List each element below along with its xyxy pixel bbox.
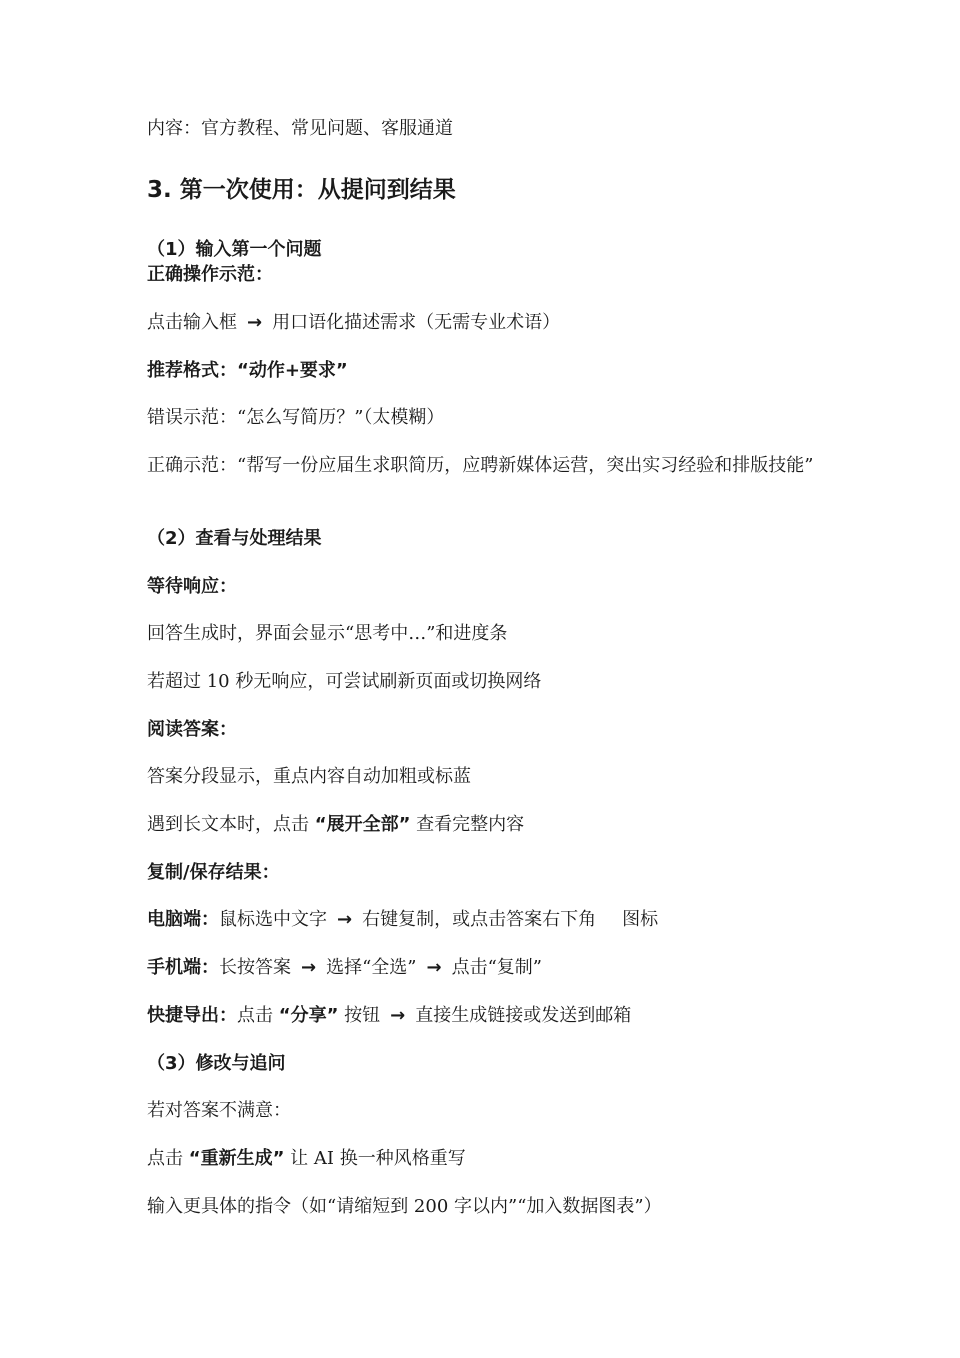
wait-line-2: 若超过 10 秒无响应，可尝试刷新页面或切换网络 xyxy=(147,671,542,692)
part2-heading: （2）查看与处理结果 xyxy=(147,528,322,549)
wait-label: 等待响应： xyxy=(147,576,237,597)
arrow-right-icon: → xyxy=(301,957,317,978)
regenerate-text: “重新生成” xyxy=(188,1148,285,1169)
specific-line: 输入更具体的指令（如“请缩短到 200 字以内”“加入数据图表”） xyxy=(147,1196,662,1217)
read-line-1: 答案分段显示，重点内容自动加粗或标蓝 xyxy=(147,766,471,787)
arrow-right-icon: → xyxy=(426,957,442,978)
mobile-a: 长按答案 xyxy=(219,957,291,978)
step-a: 点击输入框 xyxy=(147,312,237,333)
section-title: 3. 第一次使用：从提问到结果 xyxy=(147,177,456,203)
expand-all-text: “展开全部” xyxy=(314,814,411,835)
arrow-right-icon: → xyxy=(390,1005,406,1026)
intro-content: 内容：官方教程、常见问题、客服通道 xyxy=(147,118,453,139)
export-line xyxy=(147,1003,631,1029)
pc-b: 右键复制，或点击答案右下角 xyxy=(362,909,597,930)
right-example: 正确示范：“帮写一份应届生求职简历，应聘新媒体运营，突出实习经验和排版技能” xyxy=(147,455,814,476)
mobile-line xyxy=(147,955,542,981)
read-2-pre: 遇到长文本时，点击 xyxy=(147,814,309,835)
export-b: 直接生成链接或发送到邮箱 xyxy=(415,1005,632,1026)
regen-line xyxy=(147,1146,466,1172)
step-line xyxy=(147,310,560,336)
unsatisfied-line: 若对答案不满意： xyxy=(147,1100,291,1121)
regen-post: 让 AI 换一种风格重写 xyxy=(290,1148,466,1169)
wrong-example: 错误示范：“怎么写简历？”（太模糊） xyxy=(147,407,445,428)
copy-label: 复制/保存结果： xyxy=(147,862,280,883)
read-2-post: 查看完整内容 xyxy=(416,814,525,835)
pc-a: 鼠标选中文字 xyxy=(219,909,327,930)
export-label: 快捷导出： xyxy=(147,1005,237,1026)
read-line-2 xyxy=(147,812,524,838)
mobile-c: 点击“复制” xyxy=(451,957,542,978)
export-a-pre: 点击 xyxy=(237,1005,273,1026)
arrow-right-icon: → xyxy=(337,909,353,930)
mobile-b: 选择“全选” xyxy=(326,957,417,978)
read-label: 阅读答案： xyxy=(147,719,237,740)
pc-c: 图标 xyxy=(622,909,659,930)
pc-label: 电脑端： xyxy=(147,909,219,930)
export-a-post: 按钮 xyxy=(344,1005,381,1026)
arrow-right-icon: → xyxy=(247,312,263,333)
part1-heading: （1）输入第一个问题 xyxy=(147,239,322,260)
regen-pre: 点击 xyxy=(147,1148,183,1169)
part3-heading: （3）修改与追问 xyxy=(147,1053,286,1074)
mobile-label: 手机端： xyxy=(147,957,219,978)
pc-line xyxy=(147,907,658,933)
wait-line-1: 回答生成时，界面会显示“思考中…”和进度条 xyxy=(147,623,508,644)
correct-op-label: 正确操作示范： xyxy=(147,264,273,285)
share-text: “分享” xyxy=(278,1005,339,1026)
step-b: 用口语化描述需求（无需专业术语） xyxy=(272,312,561,333)
format-label: 推荐格式：“动作+要求” xyxy=(147,360,348,381)
